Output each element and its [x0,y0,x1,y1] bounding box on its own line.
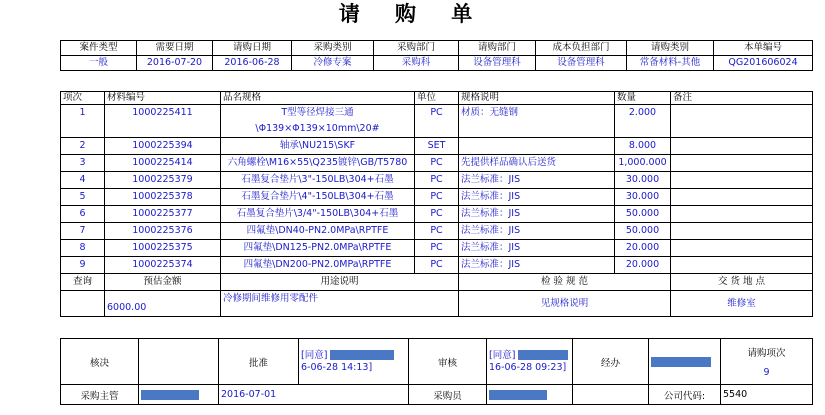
item-code: 1000225377 [105,206,221,223]
item-note [671,155,813,172]
table-row [61,189,813,206]
item-code: 1000225414 [105,155,221,172]
table-row [61,257,813,274]
review-status-text: [同意] [489,349,516,361]
item-no: 1 [61,105,105,138]
handler-value [649,339,721,385]
purpose-value: 冷修期间维修用零配件 [221,291,459,317]
item-name: 四氟垫\DN125-PN2.0MPa\RPTFE [221,240,415,257]
item-unit: PC [415,105,459,138]
summary-labels-row [61,274,813,291]
cost-dept-value: 设备管理科 [536,56,627,71]
item-qty: 50.000 [615,206,671,223]
item-name: 轴承\NU215\SKF [221,138,415,155]
item-code: 1000225394 [105,138,221,155]
budget-label: 预估金额 [105,274,221,291]
approve-time: 6-06-28 14:13] [301,361,373,373]
item-qty: 50.000 [615,223,671,240]
table-row [61,138,813,155]
query-value [61,291,105,317]
item-qty: 2.000 [615,105,671,138]
col-header: 项次 [61,92,105,105]
item-note [671,105,813,138]
item-no: 6 [61,206,105,223]
location-value: 维修室 [671,291,813,317]
item-name: 石墨复合垫片\3/4"-150LB\304+石墨 [221,206,415,223]
item-no: 9 [61,257,105,274]
company-code-label: 公司代码: [649,385,721,405]
item-note [671,189,813,206]
header-label: 本单编号 [714,41,813,56]
item-unit: PC [415,172,459,189]
item-note [671,240,813,257]
empty-cell [573,385,649,405]
item-note [671,223,813,240]
col-header: 备注 [671,92,813,105]
header-label: 采购部门 [374,41,459,56]
request-date-value: 2016-06-28 [213,56,292,71]
header-label: 需要日期 [137,41,213,56]
item-code: 1000225375 [105,240,221,257]
purchase-category-value: 冷修专案 [292,56,374,71]
need-date-value: 2016-07-20 [137,56,213,71]
supervisor-value [139,385,219,405]
item-no: 8 [61,240,105,257]
request-category-value: 常备材料-其他 [627,56,714,71]
item-spec: 先提供样品确认后送货 [459,155,615,172]
inspection-label: 检 验 规 范 [459,274,671,291]
item-spec [459,138,615,155]
purchase-dept-value: 采购科 [374,56,459,71]
item-count-label: 请购项次 [747,348,786,359]
header-label: 成本负担部门 [536,41,627,56]
header-label: 案件类型 [61,41,137,56]
item-code: 1000225378 [105,189,221,206]
redacted-name [141,390,199,400]
item-unit: SET [415,138,459,155]
decide-value [139,339,219,385]
redacted-name [489,390,547,400]
item-no: 2 [61,138,105,155]
budget-value: 6000.00 [105,291,221,317]
item-qty: 20.000 [615,257,671,274]
header-label: 请购日期 [213,41,292,56]
item-code: 1000225374 [105,257,221,274]
approve-cell [299,339,409,385]
table-row [61,105,813,138]
document-number-value: QG201606024 [714,56,813,71]
item-count-value: 9 [763,367,770,378]
case-type-value: 一般 [61,56,137,71]
table-row [61,223,813,240]
header-label: 请购类别 [627,41,714,56]
table-row [61,155,813,172]
supervisor-date: 2016-07-01 [219,385,409,405]
item-spec: 法兰标准：JIS [459,240,615,257]
item-code: 1000225379 [105,172,221,189]
item-spec: 法兰标准：JIS [459,206,615,223]
item-no: 5 [61,189,105,206]
item-no: 4 [61,172,105,189]
redacted-name [518,350,568,360]
item-qty: 20.000 [615,240,671,257]
item-no: 3 [61,155,105,172]
item-qty: 30.000 [615,189,671,206]
location-label: 交 货 地 点 [671,274,813,291]
buyer-value [487,385,573,405]
header-label: 请购部门 [459,41,536,56]
items-header-row [61,92,813,105]
item-name: 四氟垫\DN200-PN2.0MPa\RPTFE [221,257,415,274]
item-note [671,172,813,189]
item-no: 7 [61,223,105,240]
item-qty: 30.000 [615,172,671,189]
item-spec: 法兰标准：JIS [459,257,615,274]
col-header: 数量 [615,92,671,105]
item-note [671,257,813,274]
inspection-value: 见规格说明 [459,291,671,317]
table-row [61,240,813,257]
item-note [671,138,813,155]
item-spec: 材质：无缝钢 [459,105,615,138]
col-header: 品名规格 [221,92,415,105]
header-labels-row [61,41,813,56]
header-label: 采购类别 [292,41,374,56]
supervisor-label: 采购主管 [61,385,139,405]
query-label: 查询 [61,274,105,291]
approve-label: 批准 [219,339,299,385]
approval-row-2 [61,385,813,405]
item-note [671,206,813,223]
col-header: 单位 [415,92,459,105]
review-cell [487,339,573,385]
approve-status-text: [同意] [301,349,328,361]
header-table [60,40,813,71]
review-status [489,350,570,362]
header-values-row [61,56,813,71]
summary-values-row [61,291,813,317]
item-code: 1000225376 [105,223,221,240]
col-header: 规格说明 [459,92,615,105]
decide-label: 核决 [61,339,139,385]
request-dept-value: 设备管理科 [459,56,536,71]
item-name: 六角螺栓\M16×55\Q235镀锌\GB/T5780 [221,155,415,172]
redacted-name [651,357,711,367]
item-name: 四氟垫\DN40-PN2.0MPa\RPTFE [221,223,415,240]
item-unit: PC [415,206,459,223]
form-title: 请 购 单 [338,1,487,26]
col-header: 材料编号 [105,92,221,105]
item-count-cell [721,339,813,385]
approve-status [301,350,406,362]
table-row [61,172,813,189]
item-name: T型等径焊接三通\Φ139×Φ139×10mm\20# [221,105,415,138]
approval-table [60,338,813,405]
table-row [61,206,813,223]
item-unit: PC [415,257,459,274]
item-spec: 法兰标准：JIS [459,223,615,240]
items-table [60,91,813,317]
item-name: 石墨复合垫片\4"-150LB\304+石墨 [221,189,415,206]
item-code: 1000225411 [105,105,221,138]
item-unit: PC [415,189,459,206]
item-spec: 法兰标准：JIS [459,189,615,206]
item-unit: PC [415,240,459,257]
handler-label: 经办 [573,339,649,385]
item-qty: 1,000.000 [615,155,671,172]
item-spec: 法兰标准：JIS [459,172,615,189]
company-code-value: 5540 [721,385,813,405]
review-label: 审核 [409,339,487,385]
item-name: 石墨复合垫片\3"-150LB\304+石墨 [221,172,415,189]
item-unit: PC [415,155,459,172]
item-unit: PC [415,223,459,240]
purpose-label: 用途说明 [221,274,459,291]
item-qty: 8.000 [615,138,671,155]
approval-row [61,339,813,385]
buyer-label: 采购员 [409,385,487,405]
redacted-name [330,350,394,360]
review-time: 16-06-28 09:23] [489,361,567,373]
